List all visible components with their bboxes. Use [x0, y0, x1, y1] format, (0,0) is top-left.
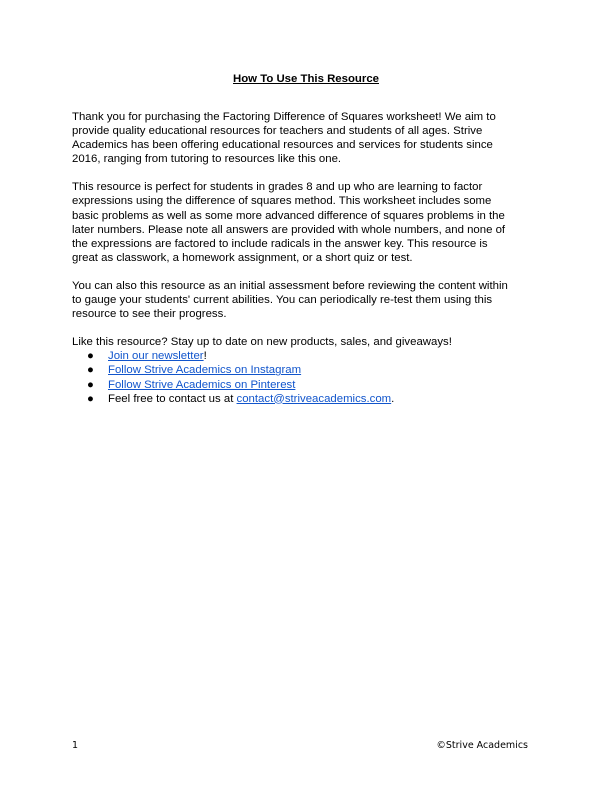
bullet-icon: ●: [87, 392, 94, 405]
paragraph-line: the expressions are factored to include radicals in the answer key. This resource is: [72, 237, 488, 250]
bullet-icon: ●: [87, 350, 94, 363]
paragraph-line: provide quality educational resources for teachers and students of all ages. Strive: [72, 125, 483, 138]
follow-links-list: [72, 349, 542, 405]
paragraph-line: 2016, ranging from tutoring to resources like this one.: [72, 153, 342, 166]
contact-prefix: Feel free to contact us at: [108, 392, 237, 405]
paragraph-line: resource to see their progress.: [72, 308, 227, 321]
list-item: [72, 363, 542, 377]
paragraph-line: Academics has been offering educational resources and services for students since: [72, 139, 493, 152]
paragraph-line: to gauge your students' current abilities. You can periodically re-test them using this: [72, 294, 493, 307]
copyright-footer: ©Strive Academics: [436, 740, 528, 751]
follow-section: [72, 335, 542, 405]
paragraph-line: You can also this resource as an initial assessment before reviewing the content within: [72, 279, 508, 292]
paragraph-line: Thank you for purchasing the Factoring Difference of Squares worksheet! We aim to: [72, 111, 496, 123]
list-item: [72, 349, 542, 363]
list-item: [72, 378, 542, 392]
paragraph-line: This resource is perfect for students in grades 8 and up who are learning to factor: [72, 181, 483, 194]
instagram-link[interactable]: Follow Strive Academics on Instagram: [108, 364, 302, 377]
bullet-icon: ●: [87, 364, 94, 377]
intro-paragraph: [72, 110, 542, 166]
newsletter-suffix: !: [203, 350, 207, 363]
pinterest-link[interactable]: Follow Strive Academics on Pinterest: [108, 378, 296, 391]
description-paragraph: [72, 180, 542, 265]
contact-suffix: .: [391, 392, 395, 405]
follow-intro-text: Like this resource? Stay up to date on new products, sales, and giveaways!: [72, 336, 452, 349]
paragraph-line: expressions using the difference of squares method. This worksheet includes some: [72, 195, 492, 208]
list-item: [72, 392, 542, 406]
paragraph-line: basic problems as well as some more advanced difference of squares problems in the: [72, 209, 505, 222]
contact-email-link[interactable]: contact@striveacademics.com: [236, 392, 392, 405]
bullet-icon: ●: [87, 378, 94, 391]
assessment-paragraph: [72, 279, 542, 321]
paragraph-line: great as classwork, a homework assignment, or a short quiz or test.: [72, 251, 413, 264]
paragraph-line: later numbers. Please note all answers are provided with whole numbers, and none of: [72, 223, 506, 236]
page-title: How To Use This Resource: [233, 73, 379, 85]
page-number: 1: [72, 740, 79, 751]
document-body: [72, 110, 542, 406]
newsletter-link[interactable]: Join our newsletter: [108, 350, 204, 363]
